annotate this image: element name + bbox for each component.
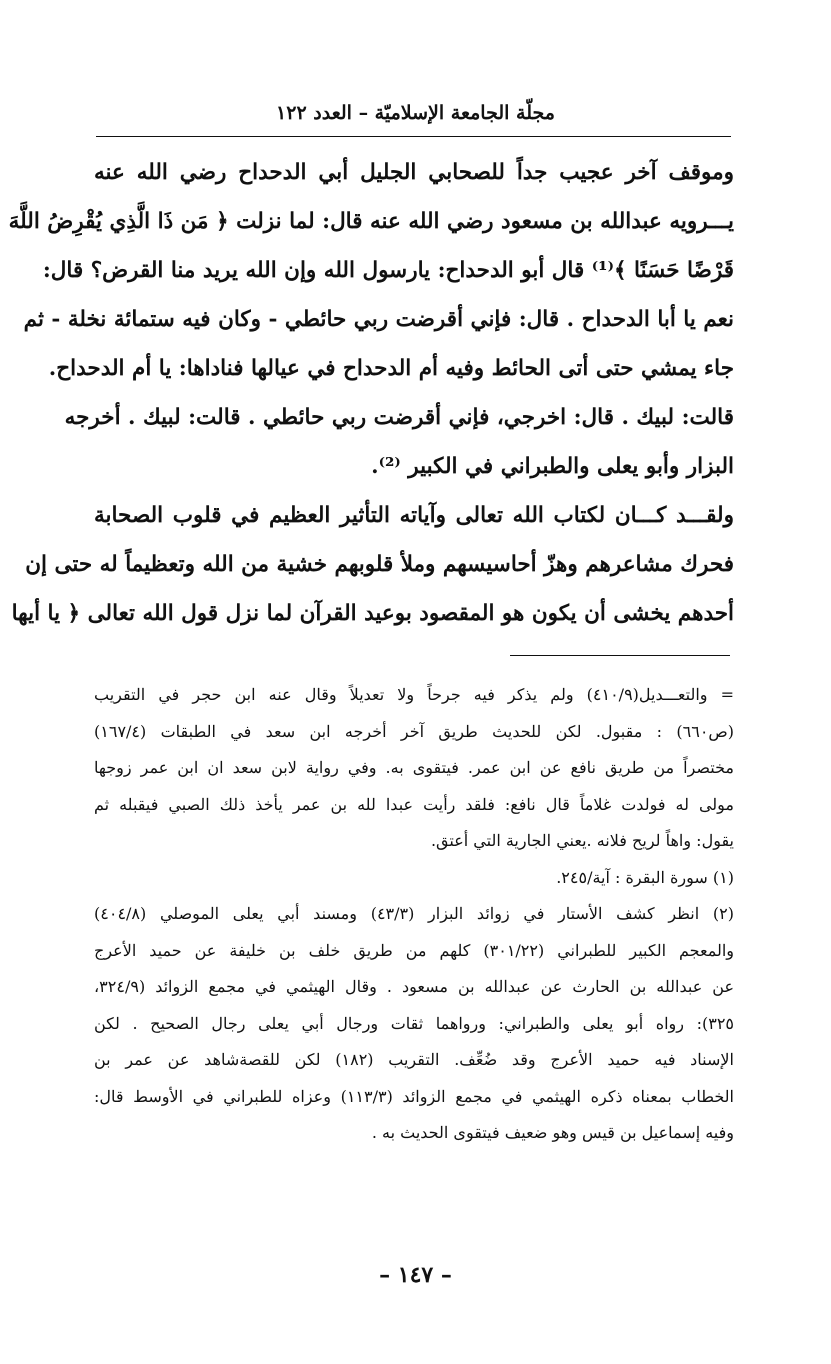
body-line: قالت: لبيك . قال: اخرجي، فإني أقرضت ربي حائطي . قالت: لبيك . أخرجه — [64, 405, 734, 430]
footnote-line: وفيه إسماعيل بن قيس وهو ضعيف فيتقوى الحديث به . — [371, 1123, 734, 1142]
footnote-line: يقول: واهاً لريح فلانه .يعني الجارية التي أعتق. — [430, 831, 734, 850]
body-line: قَرْضًا حَسَنًا ﴾⁽¹⁾ قال أبو الدحداح: يارسول الله وإن الله يريد منا القرض؟ قال: — [42, 258, 734, 283]
footnote-rule — [510, 655, 730, 656]
footnote-line: والمعجم الكبير للطبراني (٣٠١/٢٢) كلهم من طريق خلف بن خليفة عن حميد الأعرج — [94, 940, 735, 960]
body-line: وموقف آخر عجيب جداً للصحابي الجليل أبي الدحداح رضي الله عنه — [94, 160, 734, 185]
footnote-line: (١) سورة البقرة : آية/٢٤٥. — [556, 867, 734, 887]
footnote-line: عن عبدالله بن الحارث عن عبدالله بن مسعود . وقال الهيثمي في مجمع الزوائد (٣٢٤/٩، — [94, 977, 734, 996]
footnote-line: الخطاب بمعناه ذكره الهيثمي في مجمع الزوائد (١١٣/٣) وعزاه للطبراني في الأوسط قال: — [94, 1086, 734, 1106]
running-header: مجلّة الجامعة الإسلاميّة – العدد ١٢٢ — [276, 102, 555, 124]
footnote-line: = والتعـــديل(٤١٠/٩) ولم يذكر فيه جرحاً ولا تعديلاً وقال عنه ابن حجر في التقريب — [94, 685, 735, 704]
page-number: – ١٤٧ – — [379, 1262, 452, 1288]
body-line: فحرك مشاعرهم وهزّ أحاسيسهم وملأ قلوبهم خشية من الله وتعظيماً له حتى إن — [25, 552, 734, 577]
footnote-line: مولى له فولدت غلاماً قال نافع: فلقد رأيت عبدا لله بن عمر يأخذ ذلك الصبي فيقبله ثم — [94, 794, 734, 814]
body-line: ولقـــد كـــان لكتاب الله تعالى وآياته التأثير العظيم في قلوب الصحابة — [94, 503, 734, 528]
footnote-line: (ص٦٦٠) : مقبول. لكن للحديث طريق آخر أخرجه ابن سعد في الطبقات (١٦٧/٤) — [94, 721, 734, 741]
footnote-line: مختصراً من طريق نافع عن ابن عمر. فيتقوى به. وفي رواية لابن سعد ان ابن عمر زوجها — [94, 758, 734, 777]
body-line: أحدهم يخشى أن يكون هو المقصود بوعيد القرآن لما نزل قول الله تعالى ﴿ يا أيها — [11, 601, 734, 626]
body-line: يـــرويه عبدالله بن مسعود رضي الله عنه قال: لما نزلت ﴿ مَن ذَا الَّذِي يُقْرِضُ اللَّهَ — [8, 209, 734, 234]
footnote-line: (٢) انظر كشف الأستار في زوائد البزار (٤٣/٣) ومسند أبي يعلى الموصلي (٤٠٤/٨) — [94, 904, 734, 923]
footnote-line: الإسناد فيه حميد الأعرج وقد ضُعِّف. التقريب (١٨٢) لكن للقصةشاهد عن عمر بن — [94, 1050, 734, 1069]
footnote-line: ٣٢٥): رواه أبو يعلى والطبراني: ورواهما ثقات ورجال أبي يعلى رجال الصحيح . لكن — [94, 1013, 734, 1033]
body-line: جاء يمشي حتى أتى الحائط وفيه أم الدحداح في عيالها فناداها: يا أم الدحداح. — [48, 356, 734, 381]
header-rule — [96, 136, 731, 137]
body-line: نعم يا أبا الدحداح . قال: فإني أقرضت ربي حائطي - وكان فيه ستمائة نخلة - ثم — [23, 307, 734, 332]
footnotes — [94, 677, 734, 1152]
body-line: البزار وأبو يعلى والطبراني في الكبير ⁽²⁾. — [371, 454, 734, 479]
body-text — [8, 148, 734, 638]
